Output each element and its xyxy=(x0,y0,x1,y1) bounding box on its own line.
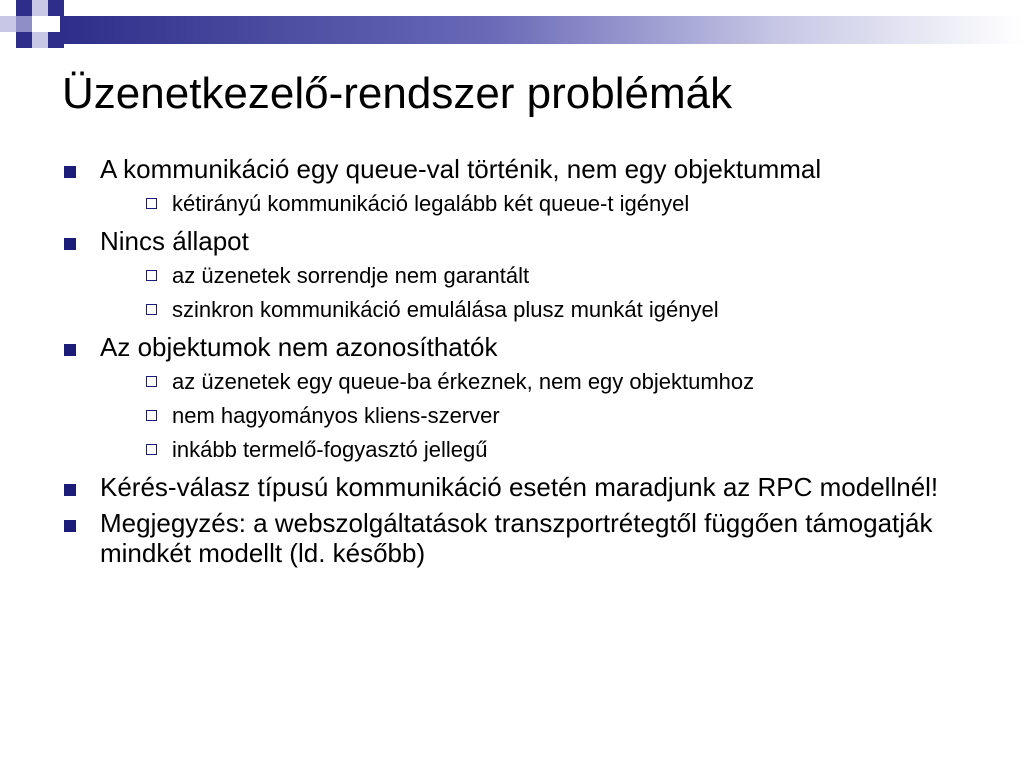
sub-bullet-text: nem hagyományos kliens-szerver xyxy=(172,403,500,428)
header-square-decor xyxy=(16,32,32,48)
sub-bullet-item xyxy=(146,188,974,220)
bullet-item xyxy=(64,154,974,184)
hollow-square-bullet-icon xyxy=(146,410,157,421)
bullet-item xyxy=(64,226,974,256)
hollow-square-bullet-icon xyxy=(146,376,157,387)
square-bullet-icon xyxy=(64,484,76,496)
square-bullet-icon xyxy=(64,344,76,356)
sub-bullet-item xyxy=(146,434,974,466)
header-square-decor xyxy=(32,16,48,32)
sub-bullet-text: az üzenetek sorrendje nem garantált xyxy=(172,263,530,288)
slide-title: Üzenetkezelő-rendszer problémák xyxy=(62,69,733,118)
header-square-decor xyxy=(16,16,32,32)
sub-bullet-item xyxy=(146,260,974,292)
header-square-decor xyxy=(0,16,16,32)
hollow-square-bullet-icon xyxy=(146,304,157,315)
bullet-item xyxy=(64,472,974,502)
sub-bullet-item xyxy=(146,400,974,432)
sub-bullet-item xyxy=(146,366,974,398)
sub-bullet-text: kétirányú kommunikáció legalább két queue-t igényel xyxy=(172,191,690,216)
bullet-item xyxy=(64,332,974,362)
header-square-decor xyxy=(32,0,48,16)
bullet-item xyxy=(64,508,974,568)
bullet-text: Megjegyzés: a webszolgáltatások transzportrétegtől függően támogatják mindkét modellt (ld. később) xyxy=(100,508,933,568)
header-square-decor xyxy=(48,32,64,48)
bullet-text: Kérés-válasz típusú kommunikáció esetén maradjunk az RPC modellnél! xyxy=(100,472,939,502)
bullet-text: A kommunikáció egy queue-val történik, nem egy objektummal xyxy=(100,154,822,184)
sub-bullet-text: az üzenetek egy queue-ba érkeznek, nem egy objektumhoz xyxy=(172,369,755,394)
square-bullet-icon xyxy=(64,520,76,532)
sub-bullet-text: szinkron kommunikáció emulálása plusz munkát igényel xyxy=(172,297,719,322)
sub-bullet-text: inkább termelő-fogyasztó jellegű xyxy=(172,437,488,462)
header-square-decor xyxy=(16,0,32,16)
bullet-list xyxy=(64,154,974,572)
sub-bullet-item xyxy=(146,294,974,326)
hollow-square-bullet-icon xyxy=(146,270,157,281)
header-square-decor xyxy=(48,0,64,16)
hollow-square-bullet-icon xyxy=(146,444,157,455)
square-bullet-icon xyxy=(64,238,76,250)
header-square-decor xyxy=(32,32,48,48)
bullet-text: Az objektumok nem azonosíthatók xyxy=(100,332,498,362)
hollow-square-bullet-icon xyxy=(146,198,157,209)
header-gradient-band xyxy=(60,16,1024,44)
bullet-text: Nincs állapot xyxy=(100,226,249,256)
square-bullet-icon xyxy=(64,166,76,178)
